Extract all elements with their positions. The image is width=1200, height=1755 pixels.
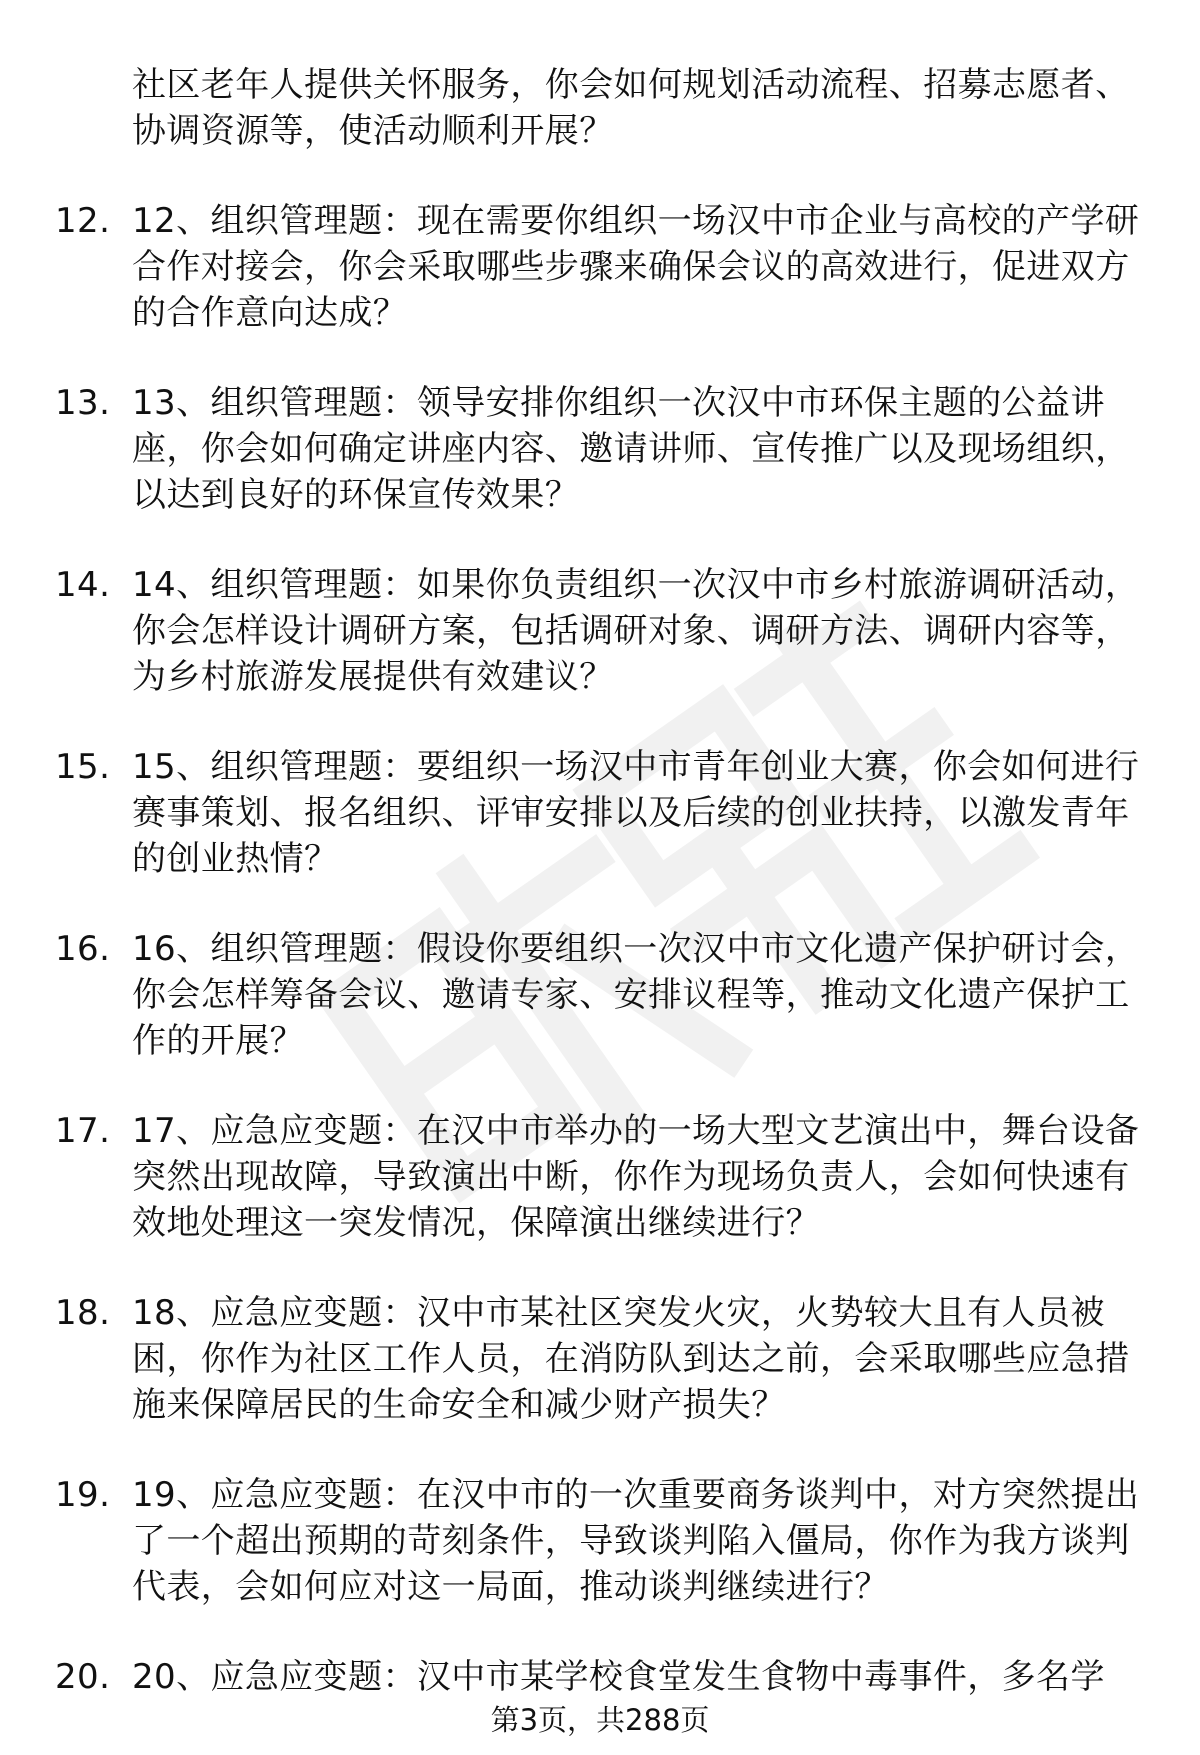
list-item xyxy=(0,1472,1152,1610)
list-item xyxy=(0,1290,1152,1428)
list-item xyxy=(0,1654,1152,1700)
page-footer: 第3页，共288页 xyxy=(490,1703,710,1737)
item-text: 13、组织管理题：领导安排你组织一次汉中市环保主题的公益讲座，你会如何确定讲座内容、邀请讲师、宣传推广以及现场组织，以达到良好的环保宣传效果？ xyxy=(132,383,1130,515)
list-item xyxy=(0,198,1152,336)
item-text: 16、组织管理题：假设你要组织一次汉中市文化遗产保护研讨会，你会怎样筹备会议、邀请专家、安排议程等，推动文化遗产保护工作的开展？ xyxy=(132,929,1140,1061)
list-item xyxy=(0,744,1152,882)
list-item xyxy=(0,380,1152,518)
item-text: 12、组织管理题：现在需要你组织一场汉中市企业与高校的产学研合作对接会，你会采取哪些步骤来确保会议的高效进行，促进双方的合作意向达成？ xyxy=(132,201,1140,333)
item-text: 18、应急应变题：汉中市某社区突发火灾，火势较大且有人员被困，你作为社区工作人员，在消防队到达之前，会采取哪些应急措施来保障居民的生命安全和减少财产损失？ xyxy=(132,1293,1130,1425)
list-item xyxy=(0,926,1152,1064)
document-body xyxy=(0,62,1200,1700)
list-item xyxy=(0,562,1152,700)
list-item xyxy=(0,1108,1152,1246)
item-text: 14、组织管理题：如果你负责组织一次汉中市乡村旅游调研活动，你会怎样设计调研方案，包括调研对象、调研方法、调研内容等，为乡村旅游发展提供有效建议？ xyxy=(132,565,1140,697)
item-number: 16. xyxy=(55,929,111,969)
item-number: 13. xyxy=(55,383,111,423)
item-number: 12. xyxy=(55,201,111,241)
item-text: 19、应急应变题：在汉中市的一次重要商务谈判中，对方突然提出了一个超出预期的苛刻条件，导致谈判陷入僵局，你作为我方谈判代表，会如何应对这一局面，推动谈判继续进行？ xyxy=(132,1475,1140,1607)
item-number: 15. xyxy=(55,747,111,787)
continuation-paragraph: 社区老年人提供关怀服务，你会如何规划活动流程、招募志愿者、协调资源等，使活动顺利开展？ xyxy=(132,65,1130,151)
item-number: 18. xyxy=(55,1293,111,1333)
item-text: 20、应急应变题：汉中市某学校食堂发生食物中毒事件，多名学 xyxy=(132,1657,1105,1697)
item-number: 20. xyxy=(55,1657,111,1697)
item-text: 17、应急应变题：在汉中市举办的一场大型文艺演出中，舞台设备突然出现故障，导致演出中断，你作为现场负责人，会如何快速有效地处理这一突发情况，保障演出继续进行？ xyxy=(132,1111,1140,1243)
item-number: 19. xyxy=(55,1475,111,1515)
item-number: 14. xyxy=(55,565,111,605)
item-number: 17. xyxy=(55,1111,111,1151)
item-text: 15、组织管理题：要组织一场汉中市青年创业大赛，你会如何进行赛事策划、报名组织、评审安排以及后续的创业扶持，以激发青年的创业热情？ xyxy=(132,747,1140,879)
